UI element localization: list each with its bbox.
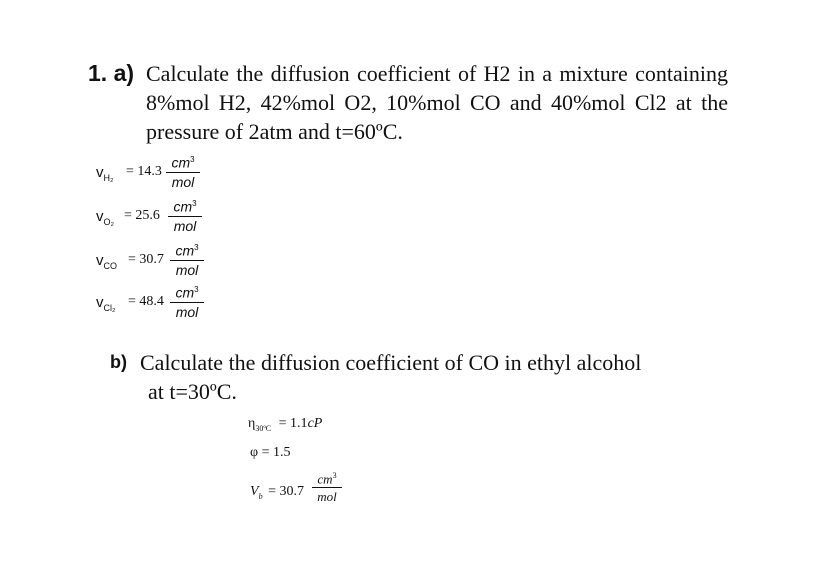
fraction-bar bbox=[168, 216, 202, 217]
v-value: = 14.3 bbox=[126, 164, 162, 179]
unit-denominator: mol bbox=[171, 173, 195, 190]
v-symbol: v bbox=[96, 294, 104, 311]
v-subscript: O₂ bbox=[103, 217, 114, 227]
unit-numerator: cm bbox=[171, 154, 191, 171]
v-subscript: Cl₂ bbox=[103, 303, 116, 313]
unit-fraction bbox=[312, 468, 342, 504]
unit-denominator: mol bbox=[317, 489, 337, 505]
v-value: = 25.6 bbox=[124, 208, 160, 223]
v-symbol: v bbox=[96, 252, 104, 269]
unit-exponent: 3 bbox=[194, 285, 199, 294]
v-symbol: v bbox=[96, 164, 104, 181]
unit-fraction bbox=[168, 196, 202, 234]
unit-numerator: cm bbox=[173, 198, 193, 215]
problem-a-text: Calculate the diffusion coefficient of H2 in a mixture containing 8%mol H2, 42%mol O2, 10%mol CO and 40%mol Cl2 at the pressure of 2atm and t=60ºC. bbox=[146, 61, 728, 144]
problem-b-label: b) bbox=[110, 352, 127, 372]
vb-value: = 30.7 bbox=[268, 484, 304, 499]
association-value: = 1.5 bbox=[261, 445, 291, 460]
unit-fraction bbox=[170, 282, 204, 320]
unit-fraction bbox=[166, 152, 200, 190]
v-value: = 30.7 bbox=[128, 252, 164, 267]
molar-volume-b-row bbox=[250, 471, 350, 505]
v-subscript: CO bbox=[103, 261, 117, 271]
v-symbol: v bbox=[96, 208, 104, 225]
unit-numerator: cm bbox=[175, 242, 195, 259]
fraction-bar bbox=[170, 260, 204, 261]
unit-exponent: 3 bbox=[194, 243, 199, 252]
fraction-bar bbox=[312, 487, 342, 488]
eta-subscript: 30ºC bbox=[255, 423, 272, 433]
problem-b-line2: at t=30ºC. bbox=[148, 379, 237, 404]
unit-denominator: mol bbox=[175, 303, 199, 320]
phi-symbol: φ bbox=[250, 445, 259, 460]
unit-exponent: 3 bbox=[332, 471, 337, 480]
problem-a-label: 1. a) bbox=[88, 60, 135, 86]
unit-numerator: cm bbox=[175, 284, 195, 301]
unit-denominator: mol bbox=[173, 217, 197, 234]
v-value: = 48.4 bbox=[128, 294, 164, 309]
unit-numerator: cm bbox=[317, 471, 333, 487]
fraction-bar bbox=[166, 172, 200, 173]
problem-b-text bbox=[140, 348, 740, 406]
unit-exponent: 3 bbox=[190, 155, 195, 164]
viscosity-row bbox=[248, 416, 322, 433]
unit-fraction bbox=[170, 240, 204, 278]
problem-b-line1: Calculate the diffusion coefficient of CO in ethyl alcohol bbox=[140, 350, 642, 375]
association-row bbox=[250, 445, 291, 461]
unit-denominator: mol bbox=[175, 261, 199, 278]
viscosity-value: = 1.1 bbox=[278, 416, 308, 431]
vb-subscript: b bbox=[258, 491, 263, 501]
fraction-bar bbox=[170, 302, 204, 303]
viscosity-unit: cP bbox=[307, 416, 323, 431]
vb-symbol: V bbox=[250, 484, 259, 499]
eta-symbol: η bbox=[248, 416, 256, 431]
v-subscript: H₂ bbox=[103, 173, 114, 183]
unit-exponent: 3 bbox=[192, 199, 197, 208]
